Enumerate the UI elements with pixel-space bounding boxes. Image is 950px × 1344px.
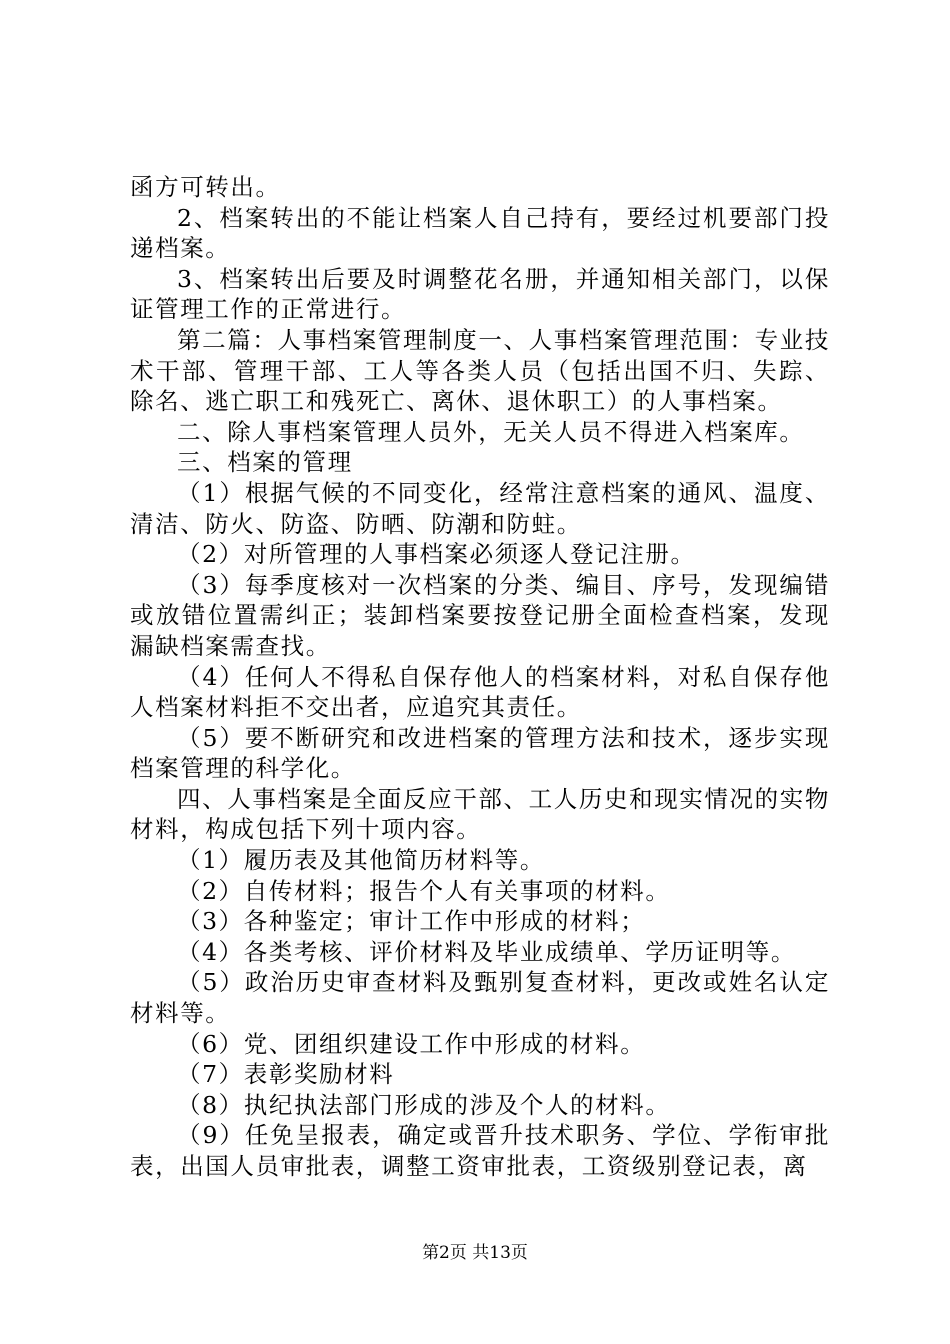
paragraph: 第二篇：人事档案管理制度一、人事档案管理范围：专业技术干部、管理干部、工人等各类人员（包括出国不归、失踪、除名、逃亡职工和残死亡、离休、退休职工）的人事档案。 [130,325,830,416]
paragraph: 3、档案转出后要及时调整花名册，并通知相关部门，以保证管理工作的正常进行。 [130,264,830,324]
paragraph: （7）表彰奖励材料 [177,1060,395,1089]
paragraph: 三、档案的管理 [177,448,353,477]
paragraph: （4）各类考核、评价材料及毕业成绩单、学历证明等。 [177,937,796,966]
paragraph: （1）履历表及其他简历材料等。 [177,846,545,875]
paragraph: 函方可转出。 [130,173,281,201]
paragraph: 四、人事档案是全面反应干部、工人历史和现实情况的实物材料，构成包括下列十项内容。 [130,784,830,844]
paragraph: （8）执纪执法部门形成的涉及个人的材料。 [177,1090,671,1119]
paragraph: （1）根据气候的不同变化，经常注意档案的通风、温度、清洁、防火、防盗、防晒、防潮和防蛀。 [130,478,830,538]
document-body [130,172,830,1182]
paragraph: （6）党、团组织建设工作中形成的材料。 [177,1029,646,1058]
paragraph: （3）各种鉴定；审计工作中形成的材料； [177,907,646,936]
paragraph: （5）要不断研究和改进档案的管理方法和技术，逐步实现档案管理的科学化。 [130,723,830,783]
paragraph: （9）任免呈报表，确定或晋升技术职务、学位、学衔审批表，出国人员审批表，调整工资审批表，工资级别登记表，离 [130,1121,830,1180]
paragraph: 二、除人事档案管理人员外，无关人员不得进入档案库。 [177,417,805,446]
paragraph: （2）自传材料；报告个人有关事项的材料。 [177,876,671,905]
paragraph: （4）任何人不得私自保存他人的档案材料，对私自保存他人档案材料拒不交出者，应追究其责任。 [130,662,830,722]
paragraph: 2、档案转出的不能让档案人自己持有，要经过机要部门投递档案。 [130,203,830,263]
page-number-footer: 第2页 共13页 [422,1243,528,1263]
paragraph: （2）对所管理的人事档案必须逐人登记注册。 [177,540,696,569]
paragraph: （5）政治历史审查材料及甄别复查材料，更改或姓名认定材料等。 [130,968,830,1028]
paragraph: （3）每季度核对一次档案的分类、编目、序号，发现编错或放错位置需纠正；装卸档案要按登记册全面检查档案，发现漏缺档案需查找。 [130,570,830,660]
